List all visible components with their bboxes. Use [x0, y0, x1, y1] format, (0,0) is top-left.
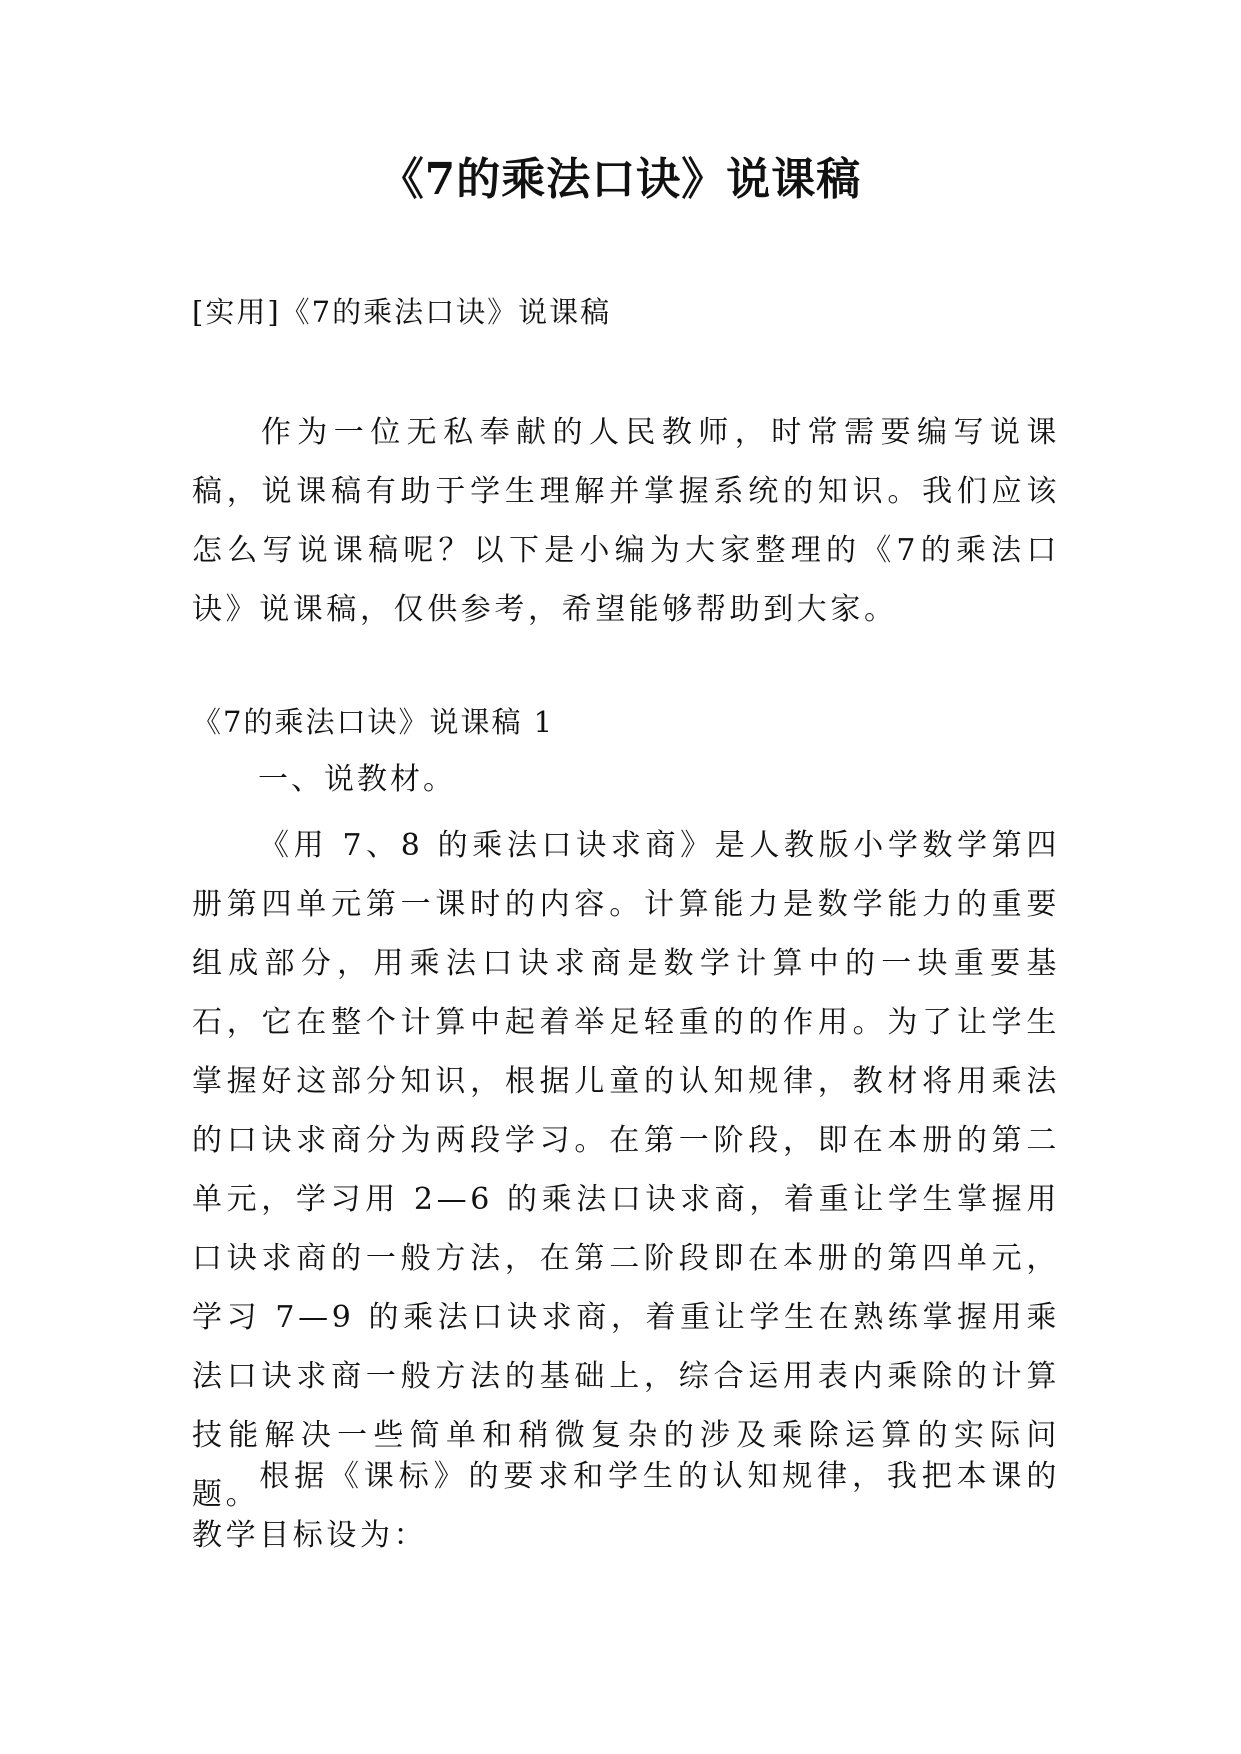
document-title: 《7的乘法口诀》说课稿: [379, 154, 862, 205]
intro-text: 作为一位无私奉献的人民教师，时常需要编写说课稿，说课稿有助于学生理解并掌握系统的知识。我们应该怎么写说课稿呢？以下是小编为大家整理的《7的乘法口诀》说课稿，仅供参考，希望能够帮助到大家。: [192, 415, 1060, 627]
intro-paragraph: [192, 403, 1060, 639]
body-paragraph-1: [192, 816, 1060, 1524]
article-heading: 《7的乘法口诀》说课稿 1: [192, 705, 555, 739]
body-paragraph-2: [192, 1447, 1060, 1565]
section-heading: 一、说教材。: [258, 762, 456, 797]
document-subtitle: [实用]《7的乘法口诀》说课稿: [192, 295, 612, 329]
body-paragraph-2-text: 根据《课标》的要求和学生的认知规律，我把本课的教学目标设为：: [192, 1459, 1060, 1553]
body-paragraph-1-text: 《用 7、8 的乘法口诀求商》是人教版小学数学第四册第四单元第一课时的内容。计算能力是数学能力的重要组成部分，用乘法口诀求商是数学计算中的一块重要基石，它在整个计算中起着举足轻重的的作用。为了让学生掌握好这部分知识，根据儿童的认知规律，教材将用乘法的口诀求商分为两段学习。在第一阶段，即在本册的第二单元，学习用 2—6 的乘法口诀求商，着重让学生掌握用口诀求商的一般方法，在第二阶段即在本册的第四单元，学习 7—9 的乘法口诀求商，着重让学生在熟练掌握用乘法口诀求商一般方法的基础上，综合运用表内乘除的计算技能解决一些简单和稍微复杂的涉及乘除运算的实际问题。: [192, 828, 1060, 1512]
